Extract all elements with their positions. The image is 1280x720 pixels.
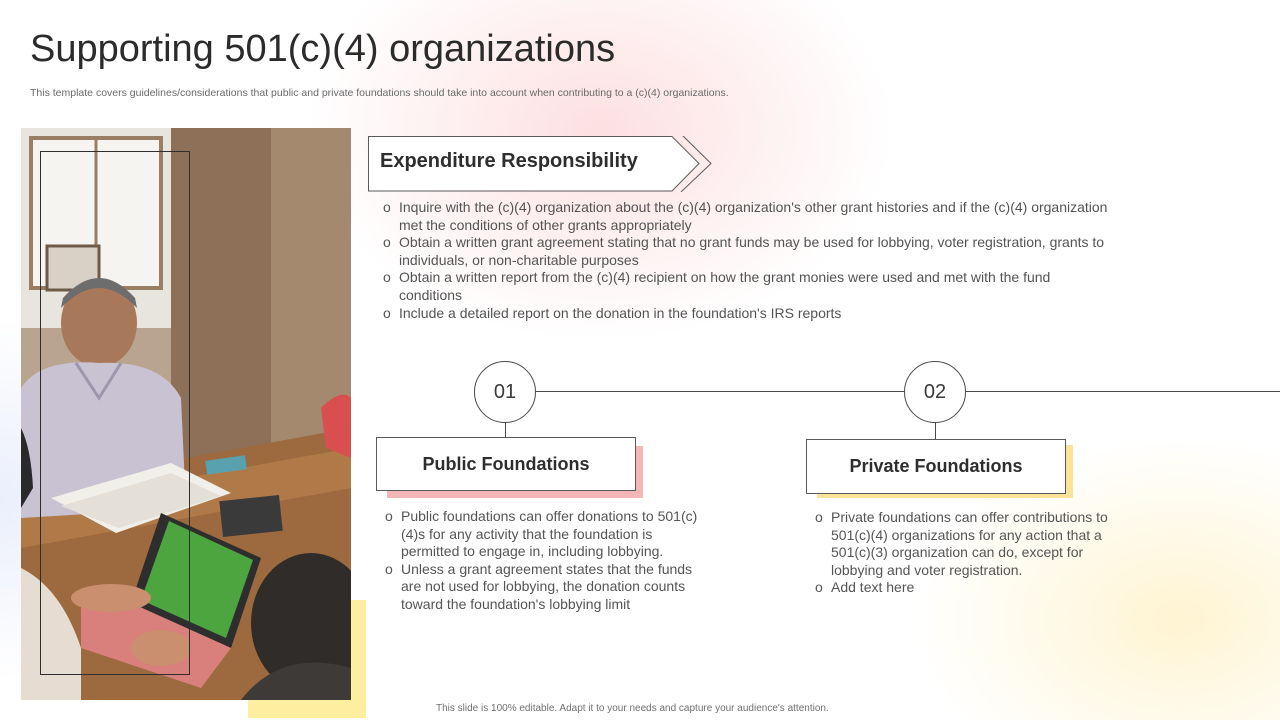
private-foundations-list: [813, 509, 1123, 597]
page-subtitle: This template covers guidelines/considerations that public and private foundations should take into account when contributing to a (c)(4) organizations.: [30, 87, 729, 99]
footer-note: This slide is 100% editable. Adapt it to your needs and capture your audience's attention.: [436, 703, 829, 714]
bullet-icon: o: [383, 234, 391, 251]
bullet-icon: o: [383, 269, 391, 286]
step-number-01: 01: [474, 361, 536, 423]
step-number-02: 02: [904, 361, 966, 423]
list-item: o Unless a grant agreement states that the funds are not used for lobbying, the donation counts toward the foundation's lobbying limit: [385, 560, 693, 612]
bullet-icon: o: [815, 579, 823, 596]
list-item: o Obtain a written grant agreement stating that no grant funds may be used for lobbying, voter registration, grants to individuals, or non-charitable purposes: [383, 234, 1105, 268]
expenditure-title: Expenditure Responsibility: [380, 150, 638, 172]
bullet-icon: o: [383, 304, 391, 321]
public-foundations-card: Public Foundations: [376, 437, 636, 491]
list-item: o Add text here: [815, 579, 915, 596]
bullet-icon: o: [383, 199, 391, 215]
list-item: o Inquire with the (c)(4) organization about the (c)(4) organization's other grant histories and if the (c)(4) organization met the conditions of other grants appropriately: [383, 199, 1108, 233]
photo-outline-frame: [40, 151, 190, 675]
connector-line: [505, 423, 506, 438]
expenditure-list: [381, 199, 1111, 322]
page-title: Supporting 501(c)(4) organizations: [30, 28, 616, 70]
bullet-icon: o: [385, 560, 393, 577]
list-item: o Public foundations can offer donations to 501(c)(4)s for any activity that the foundation is permitted to engage in, including lobbying.: [385, 508, 698, 560]
list-item: o Obtain a written report from the (c)(4) recipient on how the grant monies were used and met with the fund conditions: [383, 269, 1051, 303]
expenditure-header: [368, 136, 714, 192]
connector-line: [935, 423, 936, 440]
public-foundations-list: [383, 508, 703, 614]
private-foundations-card: Private Foundations: [806, 439, 1066, 494]
bullet-icon: o: [385, 508, 393, 524]
list-item: o Private foundations can offer contributions to 501(c)(4) organizations for any action that a 501(c)(3) organization can do, except for lobbying and voter registration.: [815, 509, 1108, 578]
bullet-icon: o: [815, 509, 823, 525]
list-item: o Include a detailed report on the donation in the foundation's IRS reports: [383, 304, 842, 321]
